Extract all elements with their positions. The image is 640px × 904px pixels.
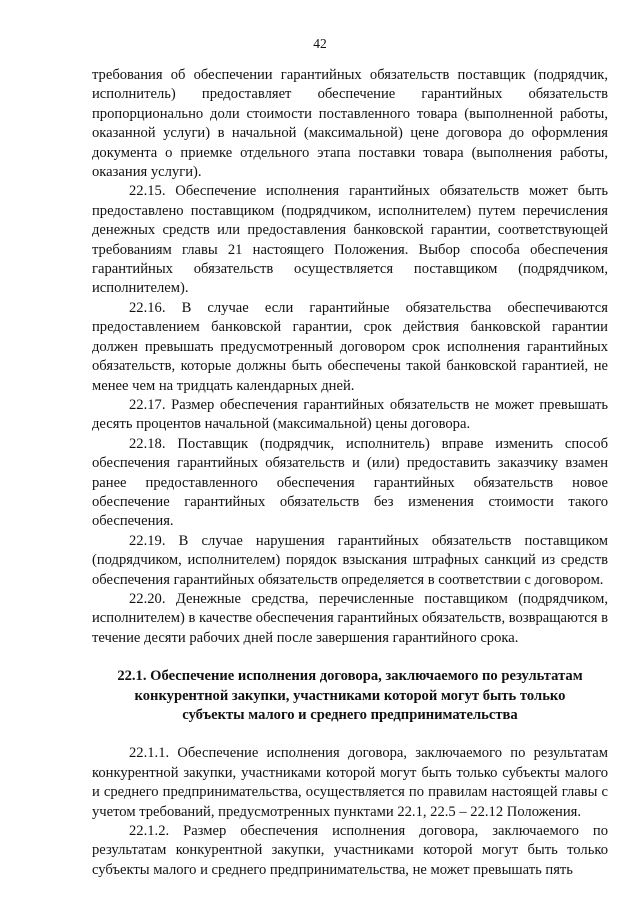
page-number: 42	[313, 36, 327, 51]
paragraph-22-1-2: 22.1.2. Размер обеспечения исполнения договора, заключаемого по результатам конкурентной закупки, участниками которой могут быть только субъекты малого и среднего предпринимательства, не может превышать пять	[92, 823, 608, 878]
paragraph-22-1-1: 22.1.1. Обеспечение исполнения договора, заключаемого по результатам конкурентной закупки, участниками которой могут быть только субъекты малого и среднего предпринимательства, осуществляется по правилам настоящей главы с учетом требований, предусмотренных пунктами 22.1, 22.5 – 22.12 Положения.	[92, 745, 608, 820]
paragraph-22-16: 22.16. В случае если гарантийные обязательства обеспечиваются предоставлением банковской гарантии, срок действия банковской гарантии должен превышать предусмотренный договором срок исполнения гарантийных обязательств, которые должны быть обеспечены такой банковской гарантией, не менее чем на тридцать календарных дней.	[92, 299, 608, 394]
paragraph-22-17: 22.17. Размер обеспечения гарантийных обязательств не может превышать десять процентов начальной (максимальной) цены договора.	[92, 396, 608, 433]
paragraph-22-15: 22.15. Обеспечение исполнения гарантийных обязательств может быть предоставлено поставщиком (подрядчиком, исполнителем) путем перечисления денежных средств или предоставления банковской гарантии, соответствующей требованиям главы 21 настоящего Положения. Выбор способа обеспечения гарантийных обязательств осуществляется поставщиком (подрядчиком, исполнителем).	[92, 183, 608, 297]
paragraph-22-19: 22.19. В случае нарушения гарантийных обязательств поставщиком (подрядчиком, исполнителем) порядок взыскания штрафных санкций из средств обеспечения гарантийных обязательств определяется в соответствии с договором.	[92, 532, 608, 588]
paragraph-22-18: 22.18. Поставщик (подрядчик, исполнитель) вправе изменить способ обеспечения гарантийных обязательств и (или) предоставить заказчику взамен ранее предоставленного обеспечения гарантийных обязательств новое обеспечение гарантийных обязательств без изменения стоимости такого обеспечения.	[92, 435, 608, 530]
page-content	[92, 66, 608, 880]
paragraph-22-20: 22.20. Денежные средства, перечисленные поставщиком (подрядчиком, исполнителем) в качестве обеспечения гарантийных обязательств, возвращаются в течение десяти рабочих дней после завершения гарантийного срока.	[92, 590, 608, 646]
section-heading: 22.1. Обеспечение исполнения договора, заключаемого по результатам конкурентной закупки, участниками которой могут быть только субъекты малого и среднего предпринимательства	[117, 668, 583, 723]
paragraph-continuation: требования об обеспечении гарантийных обязательств поставщик (подрядчик, исполнитель) предоставляет обеспечение гарантийных обязательств пропорционально доли стоимости поставленного товара (выполненной работы, оказанной услуги) в начальной (максимальной) цене договора до оформления документа о приемке отдельного этапа поставки товара (выполнения работы, оказания услуги).	[92, 67, 608, 181]
